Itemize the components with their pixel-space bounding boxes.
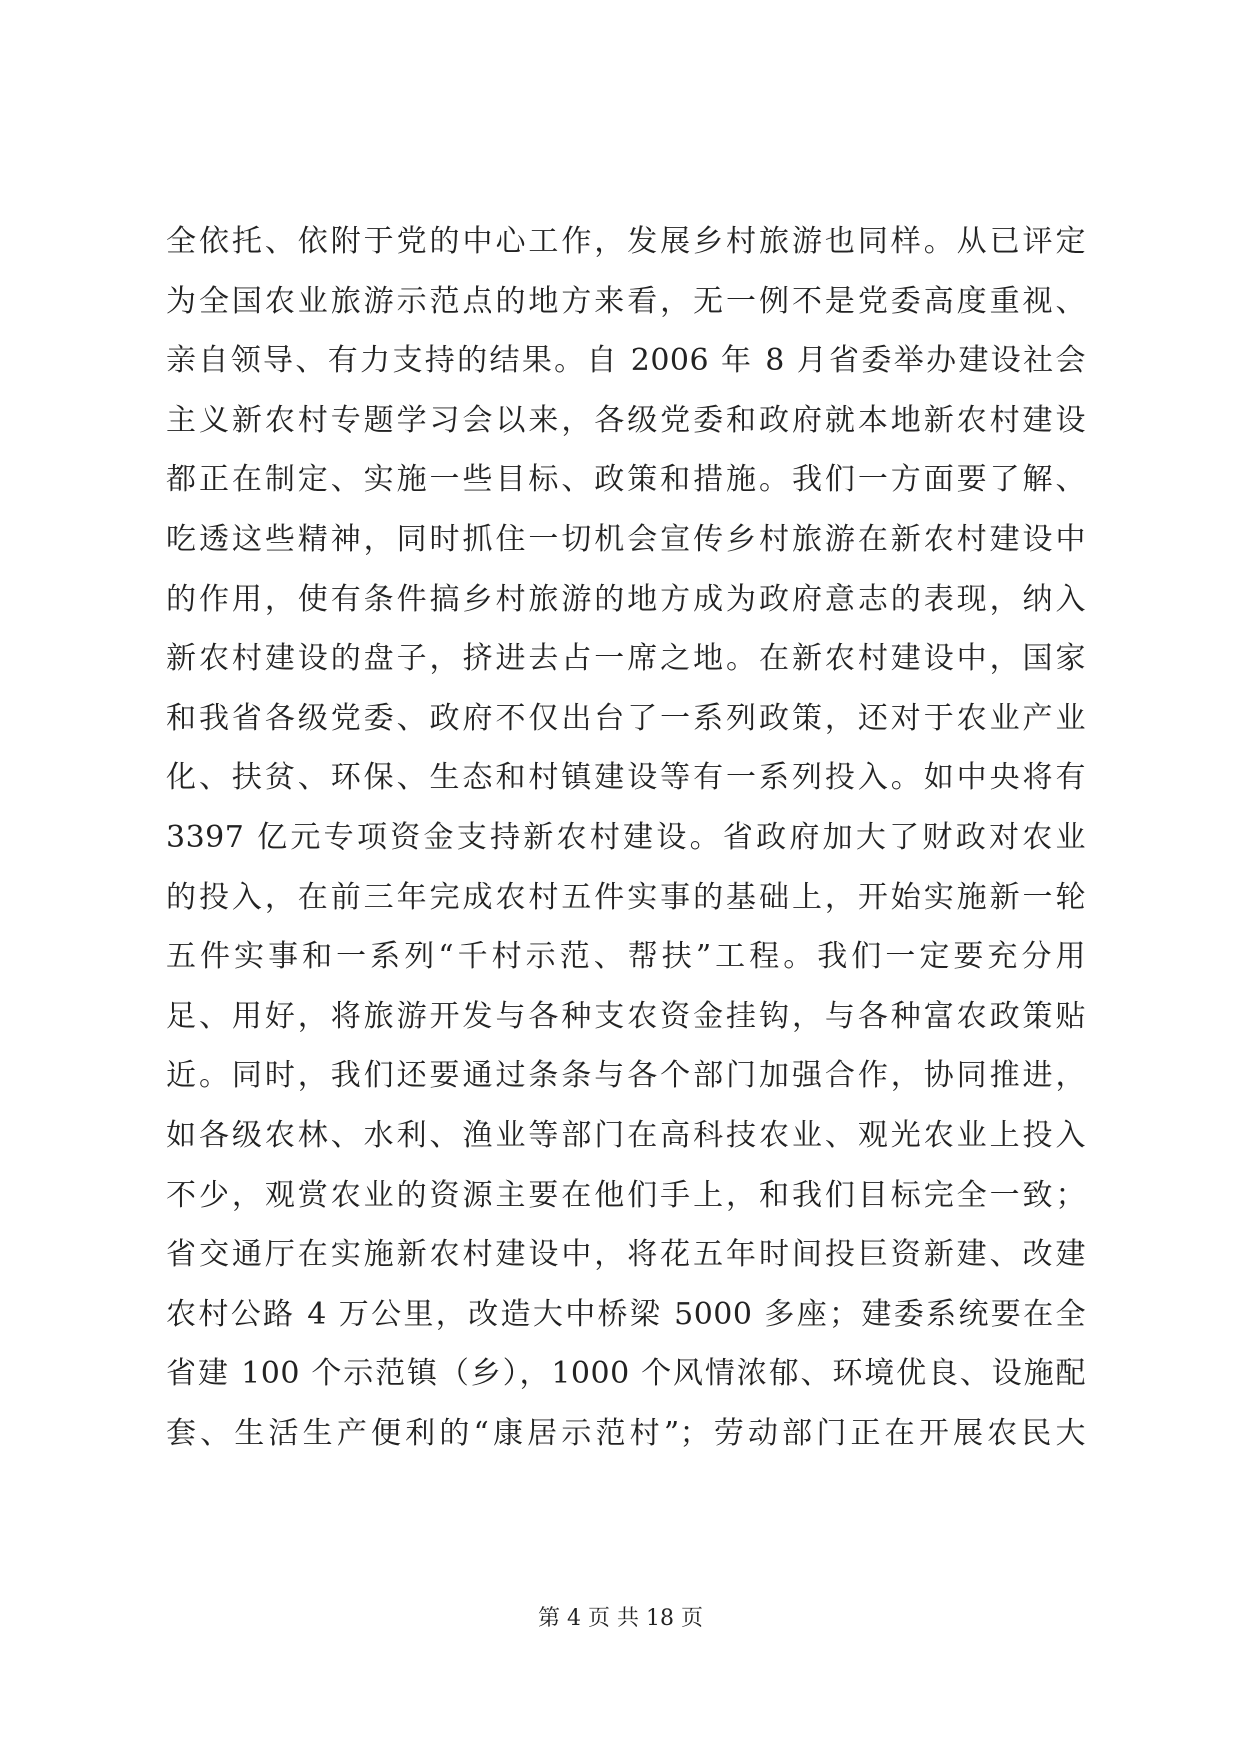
text-line: 五件实事和一系列“千村示范、帮扶”工程。我们一定要充分用 (166, 939, 1086, 975)
text-line: 亲自领导、有力支持的结果。自 2006 年 8 月省委举办建设社会 (166, 343, 1086, 379)
text-line: 全依托、依附于党的中心工作，发展乡村旅游也同样。从已评定 (166, 224, 1086, 259)
body-text (166, 212, 1086, 1463)
text-line: 都正在制定、实施一些目标、政策和措施。我们一方面要了解、 (166, 462, 1086, 498)
text-line: 为全国农业旅游示范点的地方来看，无一例不是党委高度重视、 (166, 283, 1086, 319)
text-line: 近。同时，我们还要通过条条与各个部门加强合作，协同推进， (166, 1058, 1086, 1094)
page-number-footer: 第 4 页 共 18 页 (538, 1606, 703, 1631)
text-line: 省交通厅在实施新农村建设中，将花五年时间投巨资新建、改建 (166, 1237, 1086, 1273)
text-line: 套、生活生产便利的“康居示范村”；劳动部门正在开展农民大 (166, 1415, 1086, 1451)
text-line: 如各级农林、水利、渔业等部门在高科技农业、观光农业上投入 (166, 1117, 1086, 1153)
text-line: 化、扶贫、环保、生态和村镇建设等有一系列投入。如中央将有 (166, 760, 1086, 796)
text-line: 足、用好，将旅游开发与各种支农资金挂钩，与各种富农政策贴 (166, 998, 1086, 1034)
text-line: 3397 亿元专项资金支持新农村建设。省政府加大了财政对农业 (166, 819, 1086, 855)
text-line: 和我省各级党委、政府不仅出台了一系列政策，还对于农业产业 (166, 700, 1086, 736)
text-line: 的投入，在前三年完成农村五件实事的基础上，开始实施新一轮 (166, 879, 1086, 915)
text-line: 新农村建设的盘子，挤进去占一席之地。在新农村建设中，国家 (166, 641, 1086, 677)
text-line: 主义新农村专题学习会以来，各级党委和政府就本地新农村建设 (166, 402, 1086, 438)
text-line: 不少，观赏农业的资源主要在他们手上，和我们目标完全一致； (166, 1177, 1086, 1213)
text-line: 的作用，使有条件搞乡村旅游的地方成为政府意志的表现，纳入 (166, 581, 1086, 617)
text-line: 省建 100 个示范镇（乡），1000 个风情浓郁、环境优良、设施配 (166, 1356, 1086, 1392)
text-line: 农村公路 4 万公里，改造大中桥梁 5000 多座；建委系统要在全 (166, 1296, 1086, 1332)
text-line: 吃透这些精神，同时抓住一切机会宣传乡村旅游在新农村建设中 (166, 521, 1086, 557)
